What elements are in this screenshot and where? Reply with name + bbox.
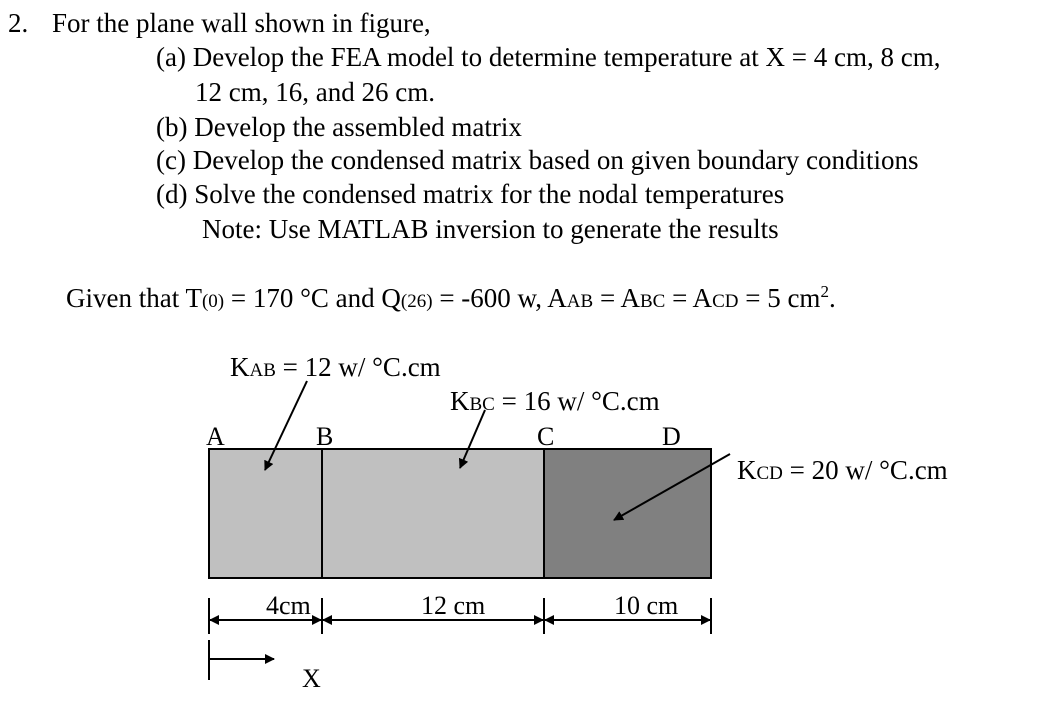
node-c-label: C: [537, 422, 555, 451]
dim-label-bc: 12 cm: [421, 591, 486, 620]
k-bc-subscript: BC: [469, 394, 495, 415]
a-ab-subscript: AB: [566, 291, 594, 312]
a-bc-subscript: BC: [639, 291, 666, 312]
q-subscript: (26): [400, 291, 433, 312]
a-cd-subscript: CD: [712, 291, 739, 312]
problem-intro: For the plane wall shown in figure,: [52, 8, 431, 38]
problem-number: 2.: [8, 8, 29, 38]
item-a-continued: 12 cm, 16, and 26 cm.: [195, 77, 435, 107]
node-b-label: B: [316, 422, 334, 451]
t-subscript: (0): [201, 291, 225, 312]
a-superscript: 2: [820, 282, 829, 301]
q-value: = -600 w, A: [432, 283, 567, 313]
item-c: (c) Develop the condensed matrix based on given boundary conditions: [156, 145, 919, 175]
k-cd-symbol: K: [737, 455, 757, 485]
item-a: (a) Develop the FEA model to determine temperature at X = 4 cm, 8 cm,: [156, 42, 941, 72]
section-bc: [322, 449, 544, 578]
t-value: = 170 °C and Q: [224, 283, 401, 313]
item-b: (b) Develop the assembled matrix: [156, 112, 522, 142]
a-eq-1: = A: [593, 283, 640, 313]
dim-label-ab: 4cm: [266, 591, 311, 620]
a-value: = 5 cm: [738, 283, 821, 313]
section-cd: [544, 449, 711, 578]
item-d: (d) Solve the condensed matrix for the nodal temperatures: [156, 179, 785, 209]
k-bc-symbol: K: [450, 386, 470, 416]
node-d-label: D: [662, 422, 681, 451]
node-a-label: A: [206, 422, 225, 451]
k-ab-symbol: K: [230, 352, 250, 382]
a-eq-2: = A: [665, 283, 713, 313]
dim-label-cd: 10 cm: [614, 591, 679, 620]
x-axis-label: X: [302, 664, 321, 693]
given-prefix: Given that T: [66, 283, 202, 313]
k-ab-value: = 12 w/ °C.cm: [275, 352, 441, 382]
k-ab-subscript: AB: [249, 360, 276, 381]
k-bc-value: = 16 w/ °C.cm: [494, 386, 660, 416]
k-cd-value: = 20 w/ °C.cm: [782, 455, 948, 485]
k-cd-subscript: CD: [756, 463, 783, 484]
given-end: .: [828, 283, 836, 313]
note: Note: Use MATLAB inversion to generate the results: [202, 214, 779, 244]
